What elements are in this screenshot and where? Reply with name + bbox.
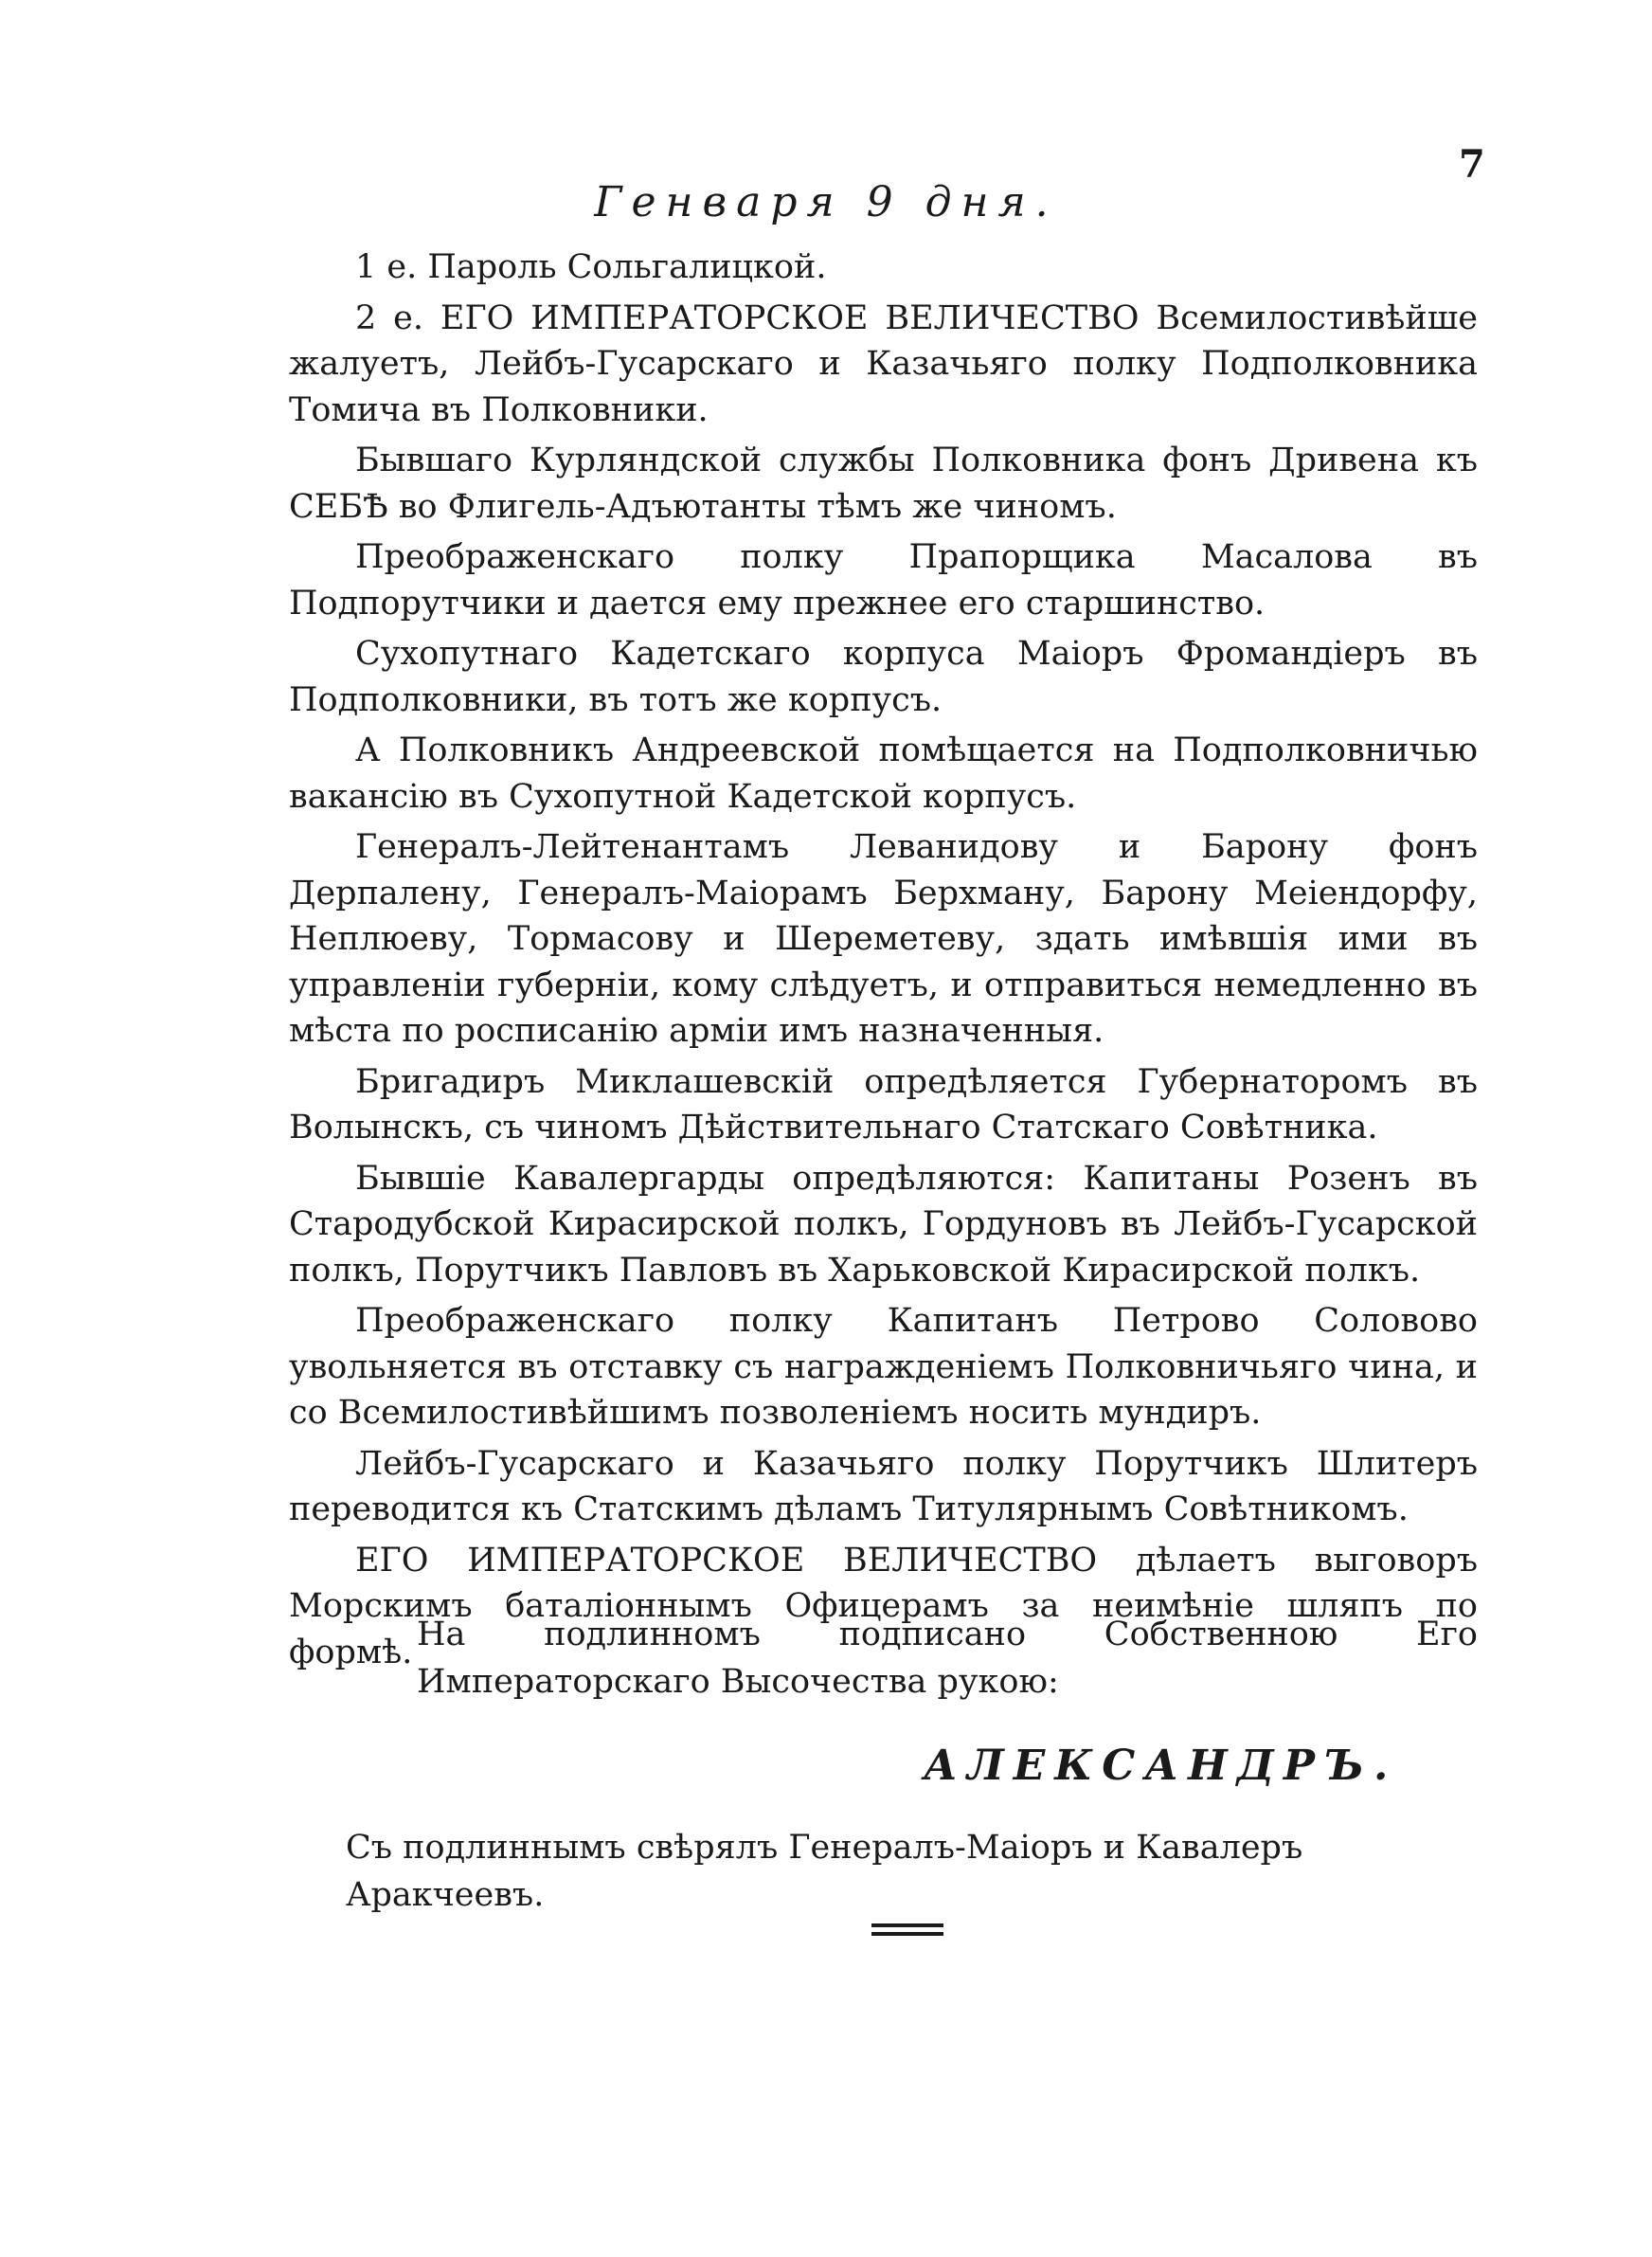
paragraph-2: 2 е. ЕГО ИМПЕРАТОРСКОЕ ВЕЛИЧЕСТВО Всемилостивѣйше жалуетъ, Лейбъ-Гусарскаго и Казачьяго полку Подполковника Томича въ Полковники. — [289, 298, 1478, 429]
paragraph-4: Преображенскаго полку Прапорщика Масалова въ Подпорутчики и дается ему прежнее его старшинство. — [289, 538, 1478, 623]
paragraph-8: Бригадиръ Миклашевскій опредѣляется Губернаторомъ въ Волынскъ, съ чиномъ Дѣйствительнаго Статскаго Совѣтника. — [289, 1062, 1478, 1147]
attestation: Съ подлиннымъ свѣрялъ Генералъ-Маіоръ и Кавалеръ Аракчеевъ. — [346, 1829, 1303, 1914]
paragraph-1: 1 е. Пароль Сольгалицкой. — [355, 248, 827, 286]
paragraph-9: Бывшіе Кавалергарды опредѣляются: Капитаны Розенъ въ Стародубской Кирасирской полкъ, Гордуновъ въ Лейбъ-Гусарской полкъ, Порутчикъ Павловъ въ Харьковской Кирасирской полкъ. — [289, 1159, 1478, 1290]
order-body — [289, 244, 1478, 1675]
paragraph-7: Генералъ-Лейтенантамъ Леванидову и Барону фонъ Дерпалену, Генералъ-Маіорамъ Берхману, Барону Меіендорфу, Неплюеву, Тормасову и Шереметеву, здать имѣвшія ими въ управленіи губерніи, кому слѣдуетъ, и отправиться немедленно въ мѣста по росписанію арміи имъ назначенныя. — [289, 828, 1478, 1050]
page-number: 7 — [1459, 142, 1485, 187]
paragraph-10: Преображенскаго полку Капитанъ Петрово Соловово увольняется въ отставку съ награжденіемъ Полковничьяго чина, и со Всемилостивѣйшимъ позволеніемъ носить мундиръ. — [289, 1302, 1478, 1432]
signed-note: На подлинномъ подписано Собственною Его Императорскаго Высочества рукою: — [417, 1616, 1478, 1701]
paragraph-5: Сухопутнаго Кадетскаго корпуса Маіоръ Фромандіеръ въ Подполковники, въ тотъ же корпусъ. — [289, 635, 1478, 719]
signature: АЛЕКСАНДРЪ. — [924, 1742, 1398, 1790]
paragraph-12: ЕГО ИМПЕРАТОРСКОЕ ВЕЛИЧЕСТВО дѣлаетъ выговоръ Морскимъ баталіоннымъ Офицерамъ за неимѣніе шляпъ по формѣ. — [289, 1541, 1478, 1671]
page-heading: Генваря 9 дня. — [594, 178, 1058, 226]
end-separator — [871, 1923, 943, 1941]
paragraph-11: Лейбъ-Гусарскаго и Казачьяго полку Порутчикъ Шлитеръ переводится къ Статскимъ дѣламъ Титулярнымъ Совѣтникомъ. — [289, 1444, 1478, 1528]
paragraph-3: Бывшаго Курляндской службы Полковника фонъ Дривена къ СЕБѢ во Флигель-Адъютанты тѣмъ же чиномъ. — [289, 442, 1478, 526]
paragraph-6: А Полковникъ Андреевской помѣщается на Подполковничью вакансію въ Сухопутной Кадетской корпусъ. — [289, 731, 1478, 816]
